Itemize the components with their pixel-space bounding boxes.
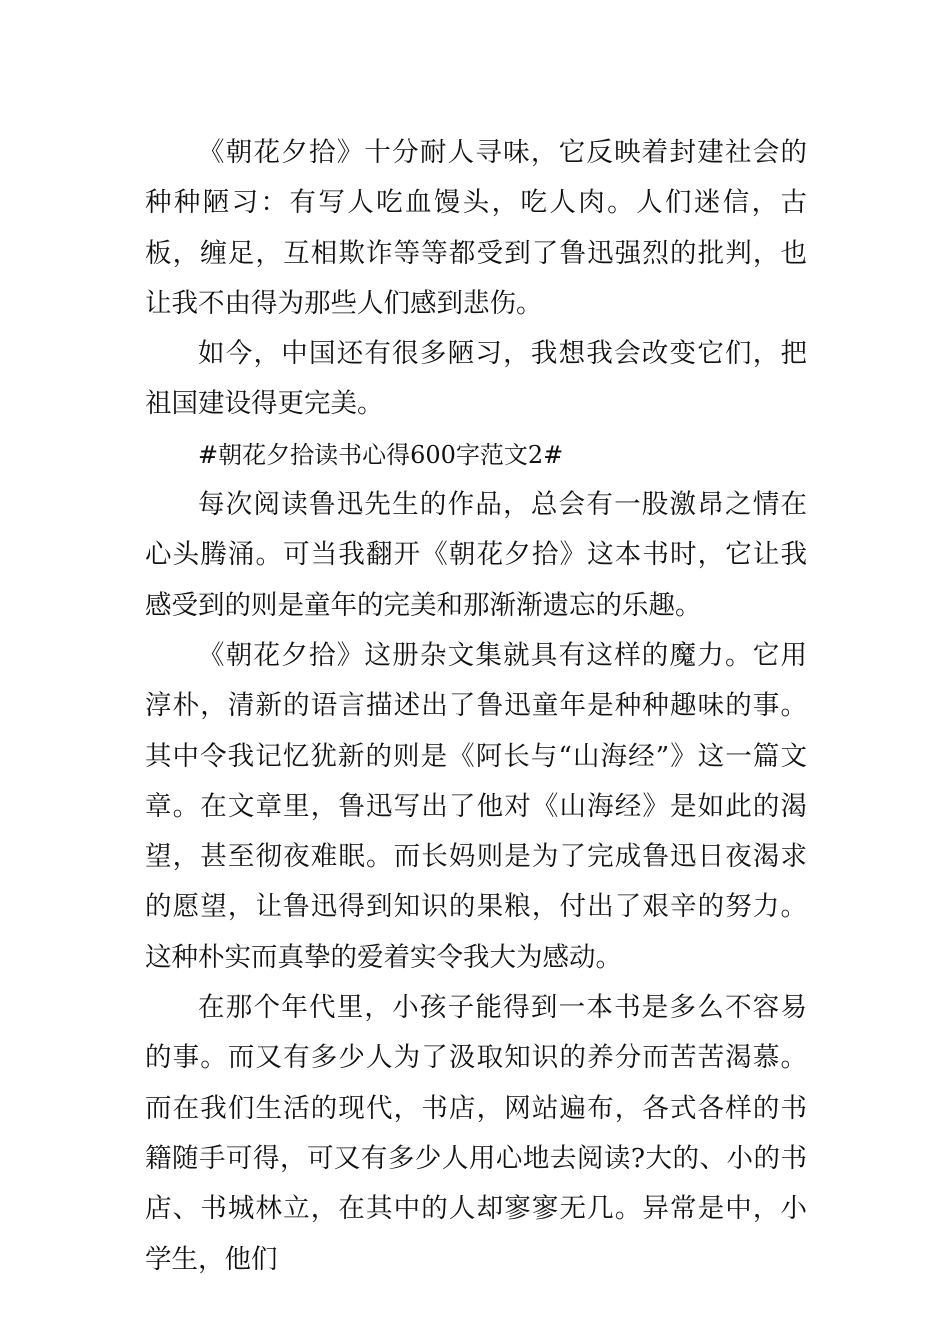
paragraph: 《朝花夕拾》这册杂文集就具有这样的魔力。它用淳朴，清新的语言描述出了鲁迅童年是种种趣味的事。其中令我记忆犹新的则是《阿长与“山海经”》这一篇文章。在文章里，鲁迅写出了他对《山海经》是如此的渴望，甚至彻夜难眠。而长妈则是为了完成鲁迅日夜渴求的愿望，让鲁迅得到知识的果粮，付出了艰辛的努力。这种朴实而真挚的爱着实令我大为感动。 (145, 639, 807, 973)
paragraph: 《朝花夕拾》十分耐人寻味，它反映着封建社会的种种陋习：有写人吃血馒头，吃人肉。人们迷信，古板，缠足，互相欺诈等等都受到了鲁迅强烈的批判，也让我不由得为那些人们感到悲伤。 (145, 137, 807, 319)
paragraph: 如今，中国还有很多陋习，我想我会改变它们，把祖国建设得更完美。 (145, 338, 807, 420)
section-heading: #朝花夕拾读书心得600字范文2# (198, 440, 564, 469)
paragraph: 每次阅读鲁迅先生的作品，总会有一股激昂之情在心头腾涌。可当我翻开《朝花夕拾》这本书时，它让我感受到的则是童年的完美和那渐渐遗忘的乐趣。 (145, 489, 807, 621)
document-body (145, 128, 807, 1285)
paragraph: 在那个年代里，小孩子能得到一本书是多么不容易的事。而又有多少人为了汲取知识的养分而苦苦渴慕。而在我们生活的现代，书店，网站遍布，各式各样的书籍随手可得，可又有多少人用心地去阅读?大的、小的书店、书城林立，在其中的人却寥寥无几。异常是中，小学生，他们 (145, 992, 807, 1275)
